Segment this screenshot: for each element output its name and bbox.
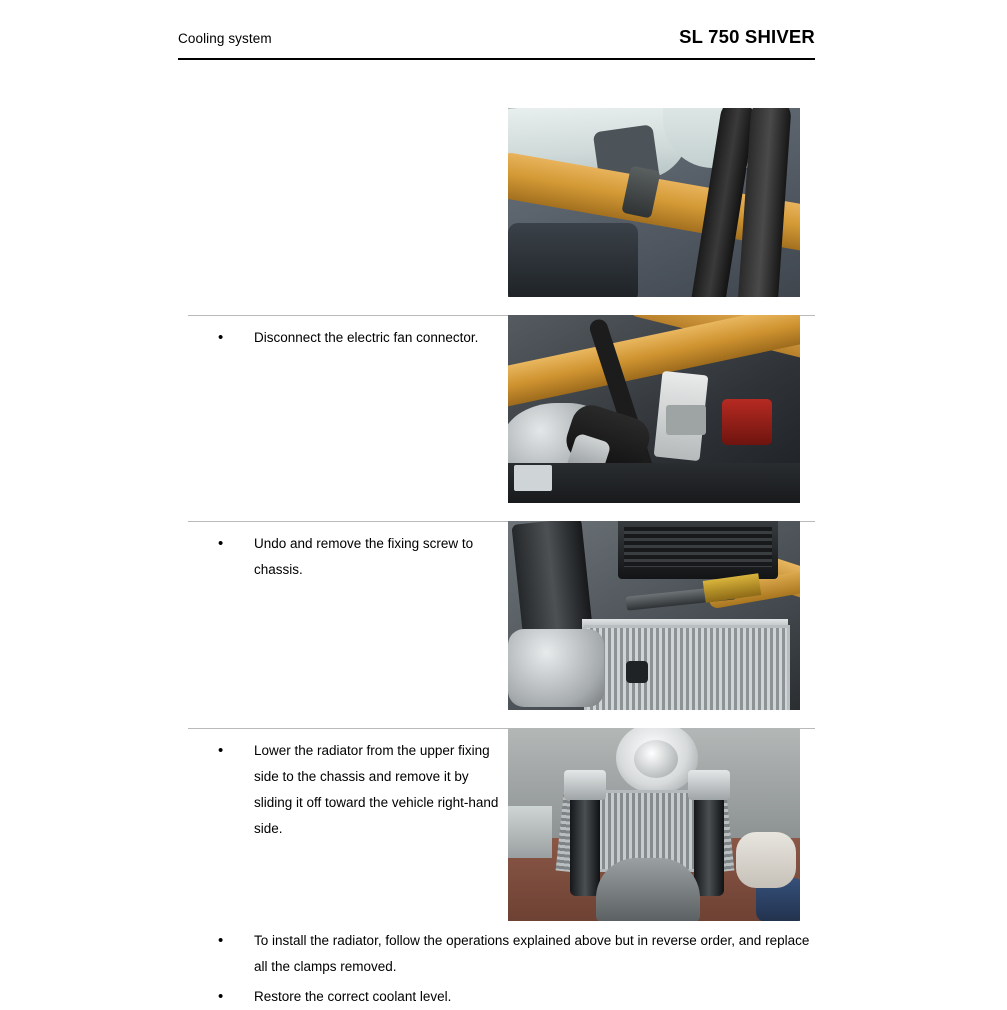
bullet-icon: • <box>218 535 224 552</box>
text-column-3 <box>178 728 508 842</box>
closing-item-1 <box>178 928 815 980</box>
bullet-icon: • <box>218 742 224 759</box>
closing-text-1: To install the radiator, follow the operations explained above but in reverse order, and replace all the clamps removed. <box>254 933 810 974</box>
step-item-3 <box>178 738 508 842</box>
content-row-3 <box>178 728 815 921</box>
image-column-0 <box>508 108 800 297</box>
photo-fan-connector <box>508 315 800 503</box>
bullet-icon: • <box>218 329 224 346</box>
photo-coolant-hose-fitting <box>508 108 800 297</box>
header-divider <box>178 58 815 60</box>
content-row-2 <box>178 521 815 710</box>
text-column-2 <box>178 521 508 583</box>
closing-text-2: Restore the correct coolant level. <box>254 989 452 1004</box>
photo-fixing-screw-radiator <box>508 521 800 710</box>
header-model-title: SL 750 SHIVER <box>679 26 815 47</box>
header-section-title: Cooling system <box>178 31 272 46</box>
bullet-icon: • <box>218 988 224 1005</box>
text-column-1 <box>178 315 508 351</box>
content-area <box>178 108 815 921</box>
step-text-3: Lower the radiator from the upper fixing side to the chassis and remove it by sliding it off toward the vehicle right-hand side. <box>254 743 499 836</box>
closing-bullets <box>178 928 815 1010</box>
step-text-2: Undo and remove the fixing screw to chassis. <box>254 536 474 577</box>
photo-front-of-motorcycle <box>508 728 800 921</box>
content-row-0 <box>178 108 815 297</box>
page-header <box>178 26 815 48</box>
image-column-1 <box>508 315 800 503</box>
step-text-1: Disconnect the electric fan connector. <box>254 330 479 345</box>
image-column-2 <box>508 521 800 710</box>
content-row-1 <box>178 315 815 503</box>
image-column-3 <box>508 728 800 921</box>
step-item-2 <box>178 531 508 583</box>
bullet-icon: • <box>218 932 224 949</box>
closing-item-2 <box>178 984 815 1010</box>
text-column-0 <box>178 108 508 118</box>
step-item-1 <box>178 325 508 351</box>
